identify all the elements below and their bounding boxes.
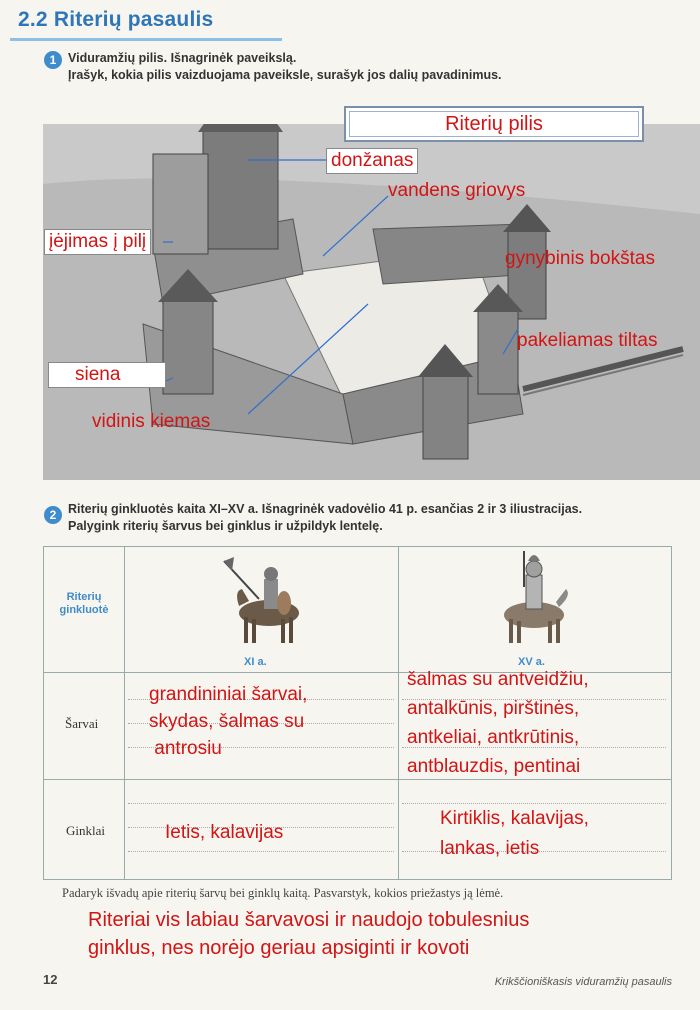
title-underline [10,38,282,41]
answer-line: antrosiu [149,738,222,759]
conclusion-answer-line2: ginklus, nes norėjo geriau apsiginti ir kovoti [88,937,470,959]
answer-line: antblauzdis, pentinai [407,756,581,777]
knight-xv-illustration [484,547,594,647]
answer-line: antalkūnis, pirštinės, [407,698,580,719]
armament-table [43,546,672,880]
answer-line: šalmas su antveidžiu, [407,669,589,690]
label-vidinis-kiemas: vidinis kiemas [92,411,211,432]
answer-line: Kirtiklis, kalavijas, [440,808,589,829]
label-iejimas: įėjimas į pilį [44,229,151,255]
book-title: Krikščioniškasis viduramžių pasaulis [494,976,672,988]
answer-line: Ietis, kalavijas [165,822,284,843]
conclusion-question: Padaryk išvadų apie riterių šarvų bei ginklų kaitą. Pasvarstyk, kokios priežastys ją lėmė. [62,886,504,900]
answer-sarvai-xi [149,681,307,762]
writing-line [128,803,394,804]
section-title: 2.2 Riterių pasaulis [18,8,214,31]
table-col-divider-1 [124,547,125,879]
conclusion-answer [88,906,529,962]
writing-line [128,851,394,852]
answer-line: grandininiai šarvai, [149,684,308,705]
task2-instructions [68,501,582,535]
answer-ginklai-xv [440,804,589,864]
knight-xi-illustration [204,551,314,651]
row-label-sarvai: Šarvai [65,716,99,731]
task1-line1: Viduramžių pilis. Išnagrinėk paveikslą. [68,51,297,65]
label-pakeliamas-tiltas: pakeliamas tiltas [517,330,658,351]
castle-type-banner: Riterių pilis [344,106,644,142]
conclusion-answer-line1: Riteriai vis labiau šarvavosi ir naudojo tobulesnius [88,909,530,931]
label-gynybinis-bokstas: gynybinis bokštas [505,248,655,269]
label-donzanas: donžanas [326,148,418,174]
answer-sarvai-xv [407,665,589,781]
answer-line: skydas, šalmas su [149,711,305,732]
task1-instructions [68,50,502,84]
col-header-xi: XI a. [244,656,267,668]
answer-line: antkeliai, antkrūtinis, [407,727,580,748]
col-header-xv: XV a. [518,656,545,668]
task1-line2: Įrašyk, kokia pilis vaizduojama paveiksle, surašyk jos dalių pavadinimus. [68,68,502,82]
table-header-label: Riterių ginkluotė [59,591,109,616]
answer-line: lankas, ietis [440,838,540,859]
task2-line1: Riterių ginkluotės kaita XI–XV a. Išnagrinėk vadovėlio 41 p. esančias 2 ir 3 iliustracijas. [68,502,583,516]
page-number: 12 [43,972,58,987]
row-label-ginklai: Ginklai [66,823,105,838]
table-col-divider-2 [398,547,399,879]
answer-ginklai-xi [165,819,283,846]
task2-number-badge: 2 [44,506,62,524]
task2-line2: Palygink riterių šarvus bei ginklus ir užpildyk lentelę. [68,519,383,533]
label-vandens-griovys: vandens griovys [388,180,526,201]
task1-number-badge: 1 [44,51,62,69]
label-siena: siena [48,362,166,388]
